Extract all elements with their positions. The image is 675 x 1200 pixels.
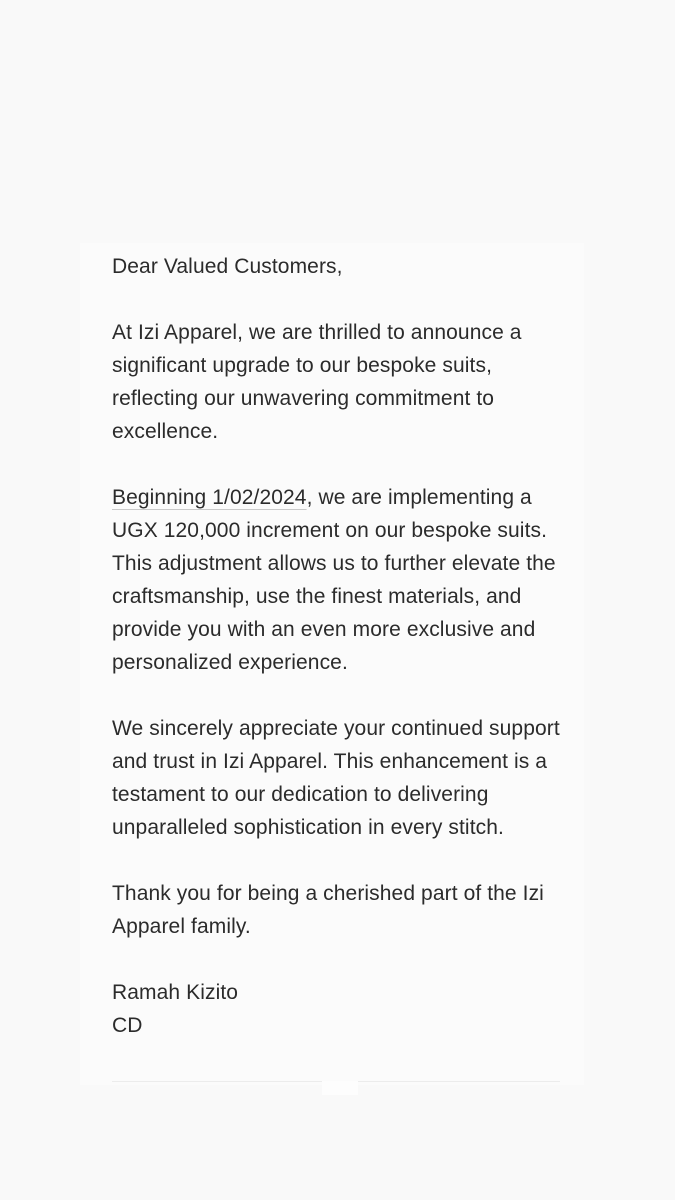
- date-link[interactable]: Beginning 1/02/2024: [112, 486, 307, 509]
- greeting: Dear Valued Customers,: [112, 255, 343, 278]
- announcement-paragraph: At Izi Apparel, we are thrilled to announce a significant upgrade to our bespoke suits, reflecting our unwavering commitment to excellence.: [112, 321, 522, 443]
- appreciation-paragraph: We sincerely appreciate your continued support and trust in Izi Apparel. This enhancement is a testament to our dedication to delivering unparalleled sophistication in every stitch.: [112, 717, 560, 839]
- signature-title: CD: [112, 1014, 143, 1037]
- letter-body: [112, 250, 562, 1042]
- price-increase-paragraph: [112, 481, 562, 679]
- bottom-divider-right: [358, 1081, 560, 1082]
- bottom-notch: [322, 1081, 358, 1095]
- price-increase-text: , we are implementing a UGX 120,000 increment on our bespoke suits. This adjustment allows us to further elevate the craftsmanship, use the finest materials, and provide you with an even more exclusive and personalized experience.: [112, 486, 556, 674]
- thank-you-paragraph: Thank you for being a cherished part of the Izi Apparel family.: [112, 882, 544, 938]
- bottom-divider-left: [112, 1081, 322, 1082]
- signature-name: Ramah Kizito: [112, 981, 239, 1004]
